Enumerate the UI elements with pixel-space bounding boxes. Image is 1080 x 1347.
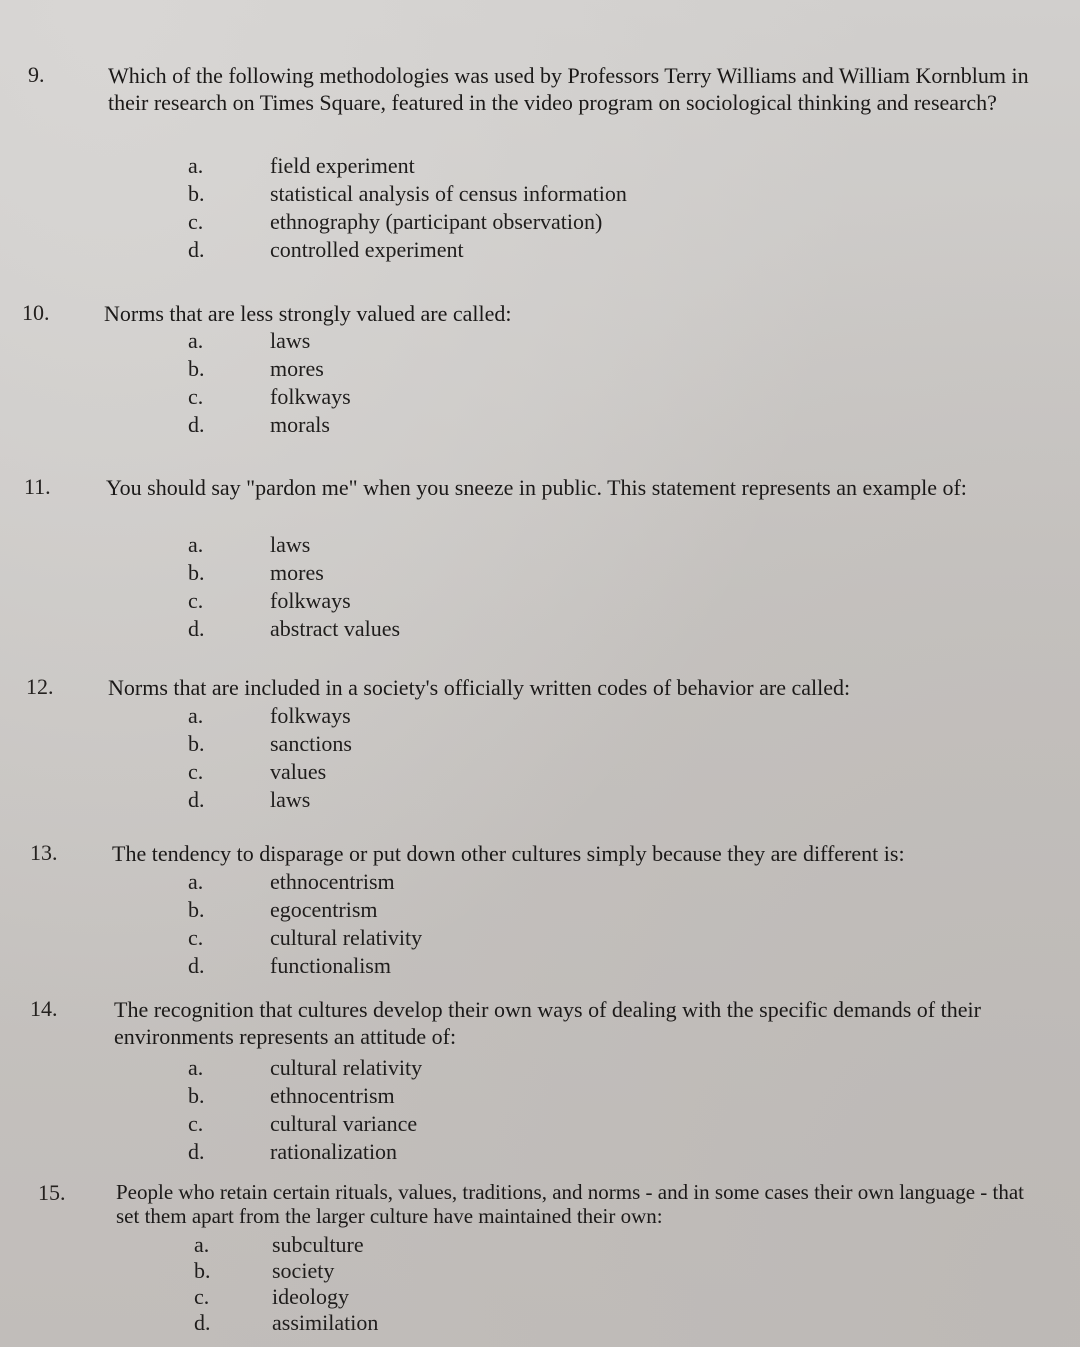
question-text: The tendency to disparage or put down other cultures simply because they are different is: <box>112 841 905 866</box>
option-text: laws <box>270 532 311 557</box>
option-letter: d. <box>188 412 205 437</box>
question-text: People who retain certain rituals, values, traditions, and norms - and in some cases their own language - that set them apart from the larger culture have maintained their own: <box>116 1180 1024 1228</box>
option-text: laws <box>270 328 311 353</box>
option-letter: a. <box>188 1055 204 1080</box>
option-text: morals <box>270 412 330 437</box>
option-text: folkways <box>270 703 351 728</box>
question-text: Norms that are included in a society's officially written codes of behavior are called: <box>108 675 851 700</box>
question-number: 9. <box>28 62 45 87</box>
option-text: cultural relativity <box>270 925 423 950</box>
option-text: abstract values <box>270 616 401 641</box>
option-text: ideology <box>272 1284 349 1309</box>
option-text: mores <box>270 560 324 585</box>
option-letter: d. <box>188 616 205 641</box>
option-text: egocentrism <box>270 897 378 922</box>
option-letter: b. <box>188 1083 205 1108</box>
option-letter: b. <box>194 1258 211 1283</box>
option-text: sanctions <box>270 731 352 756</box>
option-text: statistical analysis of census information <box>270 181 627 206</box>
question-number: 12. <box>26 674 54 699</box>
option-text: rationalization <box>270 1139 398 1164</box>
option-text: folkways <box>270 384 351 409</box>
option-letter: a. <box>188 703 204 728</box>
option-text: ethnocentrism <box>270 1083 395 1108</box>
option-letter: b. <box>188 560 205 585</box>
option-text: subculture <box>272 1232 364 1257</box>
option-letter: d. <box>194 1310 211 1335</box>
question-text: You should say "pardon me" when you sneeze in public. This statement represents an example of: <box>106 475 967 500</box>
option-letter: b. <box>188 356 205 381</box>
option-letter: d. <box>188 953 205 978</box>
option-letter: c. <box>188 384 204 409</box>
question-text: Norms that are less strongly valued are called: <box>104 301 512 326</box>
question-number: 10. <box>22 300 50 325</box>
option-letter: a. <box>194 1232 210 1257</box>
option-text: assimilation <box>272 1310 379 1335</box>
option-letter: b. <box>188 731 205 756</box>
option-letter: d. <box>188 237 205 262</box>
question-number: 13. <box>30 840 58 865</box>
question-text: The recognition that cultures develop their own ways of dealing with the specific demands of their environments represents an attitude of: <box>114 997 981 1049</box>
option-letter: b. <box>188 181 205 206</box>
option-letter: c. <box>194 1284 210 1309</box>
option-text: values <box>270 759 327 784</box>
option-letter: c. <box>188 759 204 784</box>
option-text: functionalism <box>270 953 391 978</box>
question-number: 14. <box>30 996 58 1021</box>
option-letter: a. <box>188 869 204 894</box>
option-text: laws <box>270 787 311 812</box>
option-text: ethnocentrism <box>270 869 395 894</box>
option-text: folkways <box>270 588 351 613</box>
option-letter: c. <box>188 209 204 234</box>
option-text: cultural relativity <box>270 1055 423 1080</box>
option-text: society <box>272 1258 335 1283</box>
option-letter: b. <box>188 897 205 922</box>
option-text: field experiment <box>270 153 415 178</box>
question-number: 11. <box>24 474 51 499</box>
option-text: mores <box>270 356 324 381</box>
question-text: Which of the following methodologies was used by Professors Terry Williams and William Kornblum in their research on Times Square, featured in the video program on sociological thinking and research? <box>108 63 1029 115</box>
option-letter: a. <box>188 328 204 353</box>
option-letter: a. <box>188 153 204 178</box>
option-letter: c. <box>188 588 204 613</box>
option-letter: d. <box>188 1139 205 1164</box>
option-letter: d. <box>188 787 205 812</box>
option-letter: a. <box>188 532 204 557</box>
option-letter: c. <box>188 1111 204 1136</box>
option-text: ethnography (participant observation) <box>270 209 603 234</box>
option-text: cultural variance <box>270 1111 418 1136</box>
option-letter: c. <box>188 925 204 950</box>
option-text: controlled experiment <box>270 237 464 262</box>
question-number: 15. <box>38 1180 66 1205</box>
